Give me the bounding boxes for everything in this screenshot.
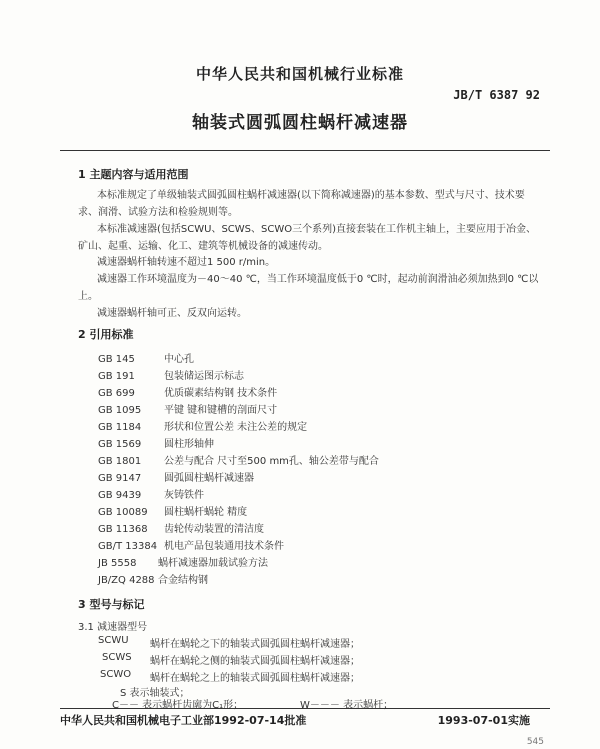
reference-standard xyxy=(98,520,264,535)
reference-standard xyxy=(98,537,284,552)
reference-name: 灰铸铁件 xyxy=(164,490,204,501)
model-code-label: SCWU xyxy=(98,635,129,646)
section-1-para-4-line-2: 上。 xyxy=(78,291,98,302)
section-1-para-3: 减速器蜗杆轴转速不超过1 500 r/min。 xyxy=(97,257,276,268)
reference-code: GB 10089 xyxy=(98,507,148,518)
reference-code: GB 145 xyxy=(98,354,135,365)
reference-standard xyxy=(98,452,379,467)
reference-code: JB/ZQ 4288 xyxy=(98,575,155,586)
section-1-para-5: 减速器蜗杆轴可正、反双向运转。 xyxy=(97,308,247,319)
header-divider xyxy=(60,150,550,151)
model-code-description: 蜗杆在蜗轮之侧的轴装式圆弧圆柱蜗杆减速器； xyxy=(150,656,360,667)
standard-number: JB/T 6387 92 xyxy=(453,88,540,102)
model-code-label: SCWO xyxy=(100,669,132,680)
section-1-para-1-line-1: 本标准规定了单级轴装式圆弧圆柱蜗杆减速器(以下简称减速器)的基本参数、型式与尺寸、技术要 xyxy=(97,190,525,201)
reference-standard xyxy=(98,401,277,416)
model-code-label: SCWS xyxy=(102,652,132,663)
c-code-line: C－－ 表示蜗杆齿廓为C₁形； xyxy=(112,700,244,711)
reference-standard xyxy=(98,350,194,365)
reference-standard xyxy=(98,435,214,450)
reference-standard xyxy=(98,571,208,586)
reference-name: 形状和位置公差 未注公差的规定 xyxy=(164,422,308,433)
reference-name: 圆弧圆柱蜗杆减速器 xyxy=(164,473,254,484)
section-2-heading: 2 引用标准 xyxy=(78,328,134,341)
reference-code: GB 11368 xyxy=(98,524,148,535)
reference-standard xyxy=(98,384,277,399)
reference-standard xyxy=(98,367,244,382)
reference-name: 包装储运图示标志 xyxy=(164,371,244,382)
page-number: 545 xyxy=(526,737,544,747)
reference-name: 优质碳素结构钢 技术条件 xyxy=(164,388,278,399)
reference-standard xyxy=(98,503,247,518)
reference-name: 圆柱形轴伸 xyxy=(164,439,214,450)
reference-code: GB 9439 xyxy=(98,490,142,501)
reference-code: GB 1569 xyxy=(98,439,142,450)
reference-code: GB 1095 xyxy=(98,405,142,416)
reference-code: GB 1184 xyxy=(98,422,142,433)
document-title: 轴装式圆弧圆柱蜗杆减速器 xyxy=(192,113,408,133)
section-1-heading: 1 主题内容与适用范围 xyxy=(78,168,189,181)
reference-standard xyxy=(98,554,268,569)
section-1-para-2-line-2: 矿山、起重、运输、化工、建筑等机械设备的减速传动。 xyxy=(78,241,328,252)
reference-standard xyxy=(98,469,254,484)
reference-code: GB 191 xyxy=(98,371,135,382)
reference-name: 中心孔 xyxy=(164,354,194,365)
reference-code: GB 699 xyxy=(98,388,135,399)
reference-name: 齿轮传动装置的清洁度 xyxy=(164,524,264,535)
reference-standard xyxy=(98,418,307,433)
reference-code: GB 1801 xyxy=(98,456,142,467)
section-1-para-2-line-1: 本标准减速器(包括SCWU、SCWS、SCWO三个系列)直接套装在工作机主轴上，主要应用于冶金、 xyxy=(97,224,536,235)
issuing-authority: 中华人民共和国机械行业标准 xyxy=(195,65,404,83)
reference-name: 公差与配合 尺寸至500 mm孔、轴公差带与配合 xyxy=(164,456,379,467)
section-1-para-4-line-1: 减速器工作环境温度为－40～40 ℃，当工作环境温度低于0 ℃时，起动前润滑油必须加热到0 ℃以 xyxy=(97,274,539,285)
reference-name: 圆柱蜗杆蜗轮 精度 xyxy=(164,507,248,518)
section-3-heading: 3 型号与标记 xyxy=(78,598,145,611)
section-1-para-1-line-2: 求、润滑、试验方法和检验规则等。 xyxy=(78,207,238,218)
reference-name: 合金结构钢 xyxy=(158,575,208,586)
section-3-1-heading: 3.1 减速器型号 xyxy=(78,622,148,633)
reference-code: GB 9147 xyxy=(98,473,142,484)
reference-standard xyxy=(98,486,204,501)
approval-statement: 中华人民共和国机械电子工业部1992-07-14批准 xyxy=(60,714,307,727)
reference-name: 蜗杆减速器加载试验方法 xyxy=(158,558,268,569)
reference-code: JB 5558 xyxy=(98,558,137,569)
reference-name: 平键 键和键槽的剖面尺寸 xyxy=(164,405,278,416)
model-code-description: 蜗杆在蜗轮之下的轴装式圆弧圆柱蜗杆减速器； xyxy=(150,639,360,650)
effective-date: 1993-07-01实施 xyxy=(437,714,530,727)
reference-name: 机电产品包装通用技术条件 xyxy=(164,541,284,552)
reference-code: GB/T 13384 xyxy=(98,541,158,552)
s-code-line: S 表示轴装式； xyxy=(120,688,190,699)
model-code-description: 蜗杆在蜗轮之上的轴装式圆弧圆柱蜗杆减速器； xyxy=(150,673,360,684)
w-code-line: W－－－ 表示蜗杆； xyxy=(300,700,394,711)
